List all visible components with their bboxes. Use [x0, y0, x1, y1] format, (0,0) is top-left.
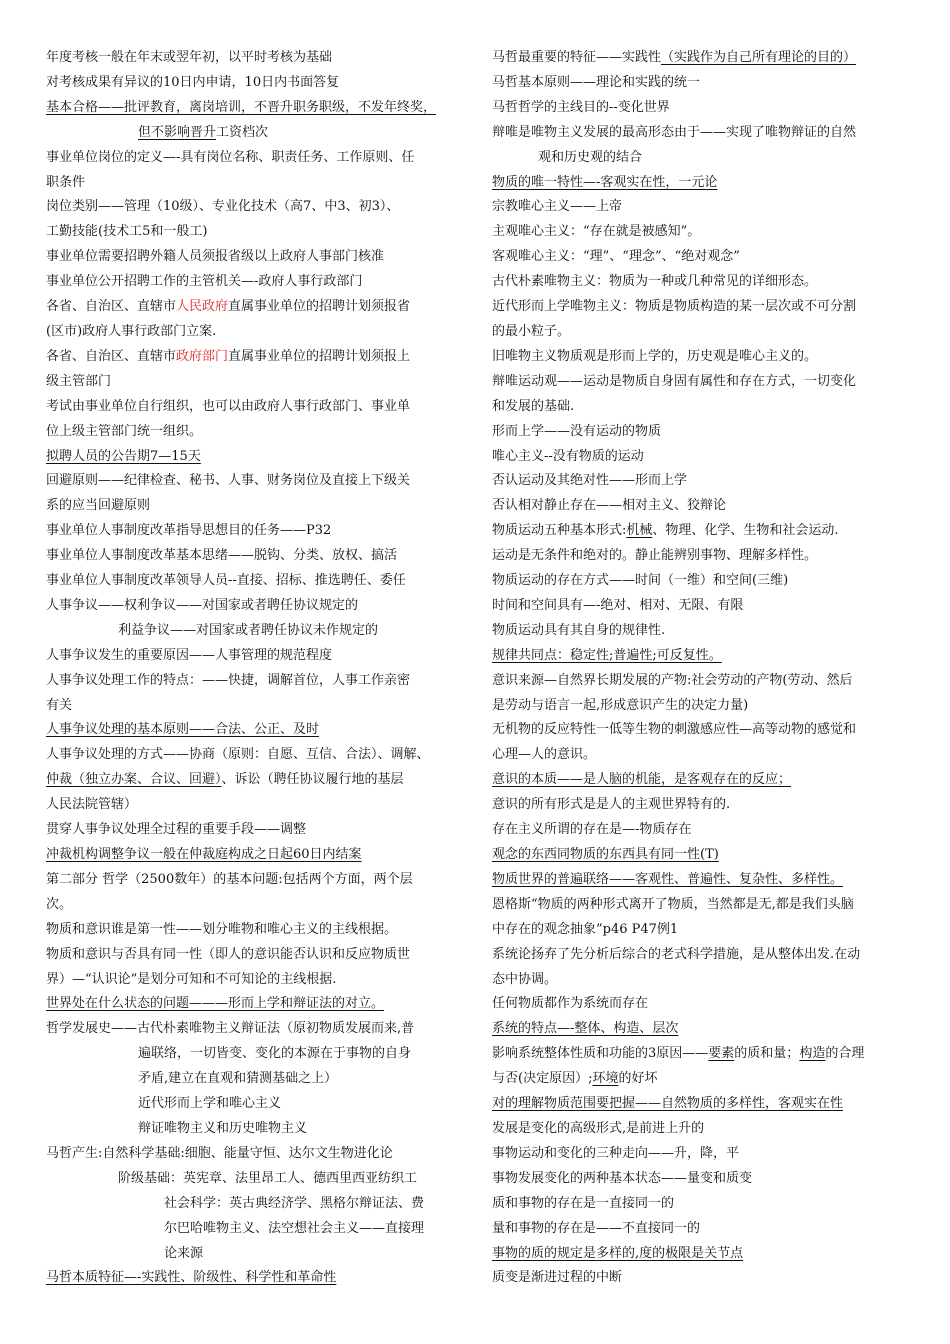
text-segment: 意识的本质——是人脑的机能，是客观存在的反应；	[492, 772, 792, 788]
text-segment: 物质运动的存在方式——时间（一维）和空间(三维)	[492, 573, 789, 589]
text-line	[492, 195, 906, 220]
text-segment: 事业单位人事制度改革指导思想目的任务——P32	[46, 523, 332, 539]
text-segment: 马哲本质特征—-实践性、阶级性、科学性和革命性	[46, 1270, 337, 1286]
text-segment: 、物理、化学、生物和社会运动.	[652, 523, 839, 539]
text-line	[492, 1167, 906, 1192]
text-segment: 但不影响晋升	[138, 124, 217, 140]
text-line	[492, 1042, 906, 1067]
text-segment: 质和事物的存在是一直接同一的	[492, 1195, 675, 1211]
text-segment: 否认运动及其绝对性——形而上学	[492, 473, 688, 489]
text-segment: 人事争议发生的重要原因——人事管理的规范程度	[46, 647, 333, 663]
text-segment: 人事争议处理工作的特点：——快捷，调解首位，人事工作亲密	[46, 672, 411, 688]
text-segment: 古代朴素唯物主义：物质为一种或几种常见的详细形态。	[492, 274, 818, 290]
text-segment: 形而上学——没有运动的物质	[492, 423, 662, 439]
text-segment: 年度考核一般在年末或翌年初，以平时考核为基础	[46, 50, 333, 65]
text-segment: 人事争议处理的基本原则——合法、公正、及时	[46, 722, 320, 738]
text-line	[492, 171, 906, 196]
text-segment: 冲裁机构调整争议一般在仲裁庭构成之日起60日内结案	[46, 847, 362, 862]
text-line	[46, 694, 466, 719]
text-segment: 事物发展变化的两种基本状态——量变和质变	[492, 1170, 753, 1186]
text-line	[492, 370, 906, 395]
text-segment: 工资档次	[216, 124, 269, 140]
text-segment: 环境	[592, 1071, 619, 1087]
text-line	[492, 893, 906, 918]
text-segment: 和发展的基础.	[492, 398, 575, 414]
text-line	[492, 220, 906, 245]
text-line	[46, 843, 466, 868]
text-segment: 时间和空间具有—-绝对、相对、无限、有限	[492, 597, 744, 613]
text-segment: 影响系统整体性质和功能的3原因——	[492, 1046, 709, 1062]
text-line	[492, 918, 906, 943]
text-segment: 人民政府	[176, 299, 229, 315]
text-segment: 回避原则——纪律检查、秘书、人事、财务岗位及直接上下级关	[46, 473, 411, 489]
text-line	[492, 1142, 906, 1167]
text-segment: 规律共同点：稳定性;普遍性;可反复性。	[492, 647, 722, 663]
text-segment: 物质运动五种基本形式:	[492, 523, 627, 539]
text-line	[492, 469, 906, 494]
right-column	[492, 46, 906, 1291]
text-line	[492, 320, 906, 345]
text-line	[46, 345, 466, 370]
text-line	[492, 121, 906, 146]
text-line	[492, 1266, 906, 1291]
text-segment: 量和事物的存在是——不直接同一的	[492, 1220, 701, 1236]
text-line	[46, 519, 466, 544]
text-line	[46, 171, 466, 196]
left-column	[46, 46, 466, 1291]
text-line	[46, 868, 466, 893]
text-segment: （实践作为自己所有理论的目的）	[661, 50, 857, 65]
text-line	[492, 1092, 906, 1117]
text-segment: 与否(决定原因）;	[492, 1071, 593, 1087]
text-line	[46, 943, 466, 968]
text-segment: 辩证唯物主义和历史唯物主义	[138, 1120, 308, 1136]
text-line	[492, 146, 906, 171]
text-segment: 心理—人的意识。	[492, 747, 597, 763]
text-segment: 马哲基本原则——理论和实践的统一	[492, 74, 701, 90]
text-line	[46, 918, 466, 943]
text-line	[492, 1117, 906, 1142]
text-segment: 矛盾,建立在直观和猜测基础之上）	[138, 1071, 338, 1087]
text-segment: 利益争议——对国家或者聘任协议未作规定的	[118, 622, 379, 638]
text-line	[46, 1192, 466, 1217]
text-segment: 事业单位需要招聘外籍人员须报省级以上政府人事部门核准	[46, 249, 385, 265]
text-segment: 构造	[799, 1046, 826, 1062]
text-line	[492, 519, 906, 544]
text-line	[46, 1242, 466, 1267]
text-line	[492, 1017, 906, 1042]
text-segment: 观和历史观的结合	[538, 149, 643, 165]
text-segment: 要素	[708, 1046, 735, 1062]
text-segment: 的好坏	[618, 1071, 658, 1087]
text-segment: 第二部分 哲学（2500数年）的基本问题:包括两个方面，两个层	[46, 871, 413, 887]
text-segment: 系统的特点—-整体、构造、层次	[492, 1021, 679, 1037]
text-segment: 拟聘人员的公告期7—15天	[46, 448, 201, 464]
text-line	[46, 1042, 466, 1067]
text-line	[492, 843, 906, 868]
text-segment: 基本合格——批评教育，离岗培训，不晋升职务职级，不发年终奖，	[46, 99, 437, 115]
text-line	[46, 968, 466, 993]
text-segment: 态中协调。	[492, 971, 558, 987]
text-segment: 质变是渐进过程的中断	[492, 1270, 623, 1286]
text-line	[492, 669, 906, 694]
text-line	[46, 893, 466, 918]
text-line	[46, 619, 466, 644]
text-line	[46, 669, 466, 694]
text-line	[46, 1117, 466, 1142]
text-segment: 恩格斯“物质的两种形式离开了物质，当然都是无,都是我们头脑	[492, 896, 854, 912]
text-segment: (区市)政府人事行政部门立案.	[46, 323, 217, 339]
text-segment: 工勤技能(技术工5和一般工)	[46, 224, 208, 240]
text-line	[46, 1167, 466, 1192]
text-line	[46, 1217, 466, 1242]
text-line	[46, 1266, 466, 1291]
text-line	[46, 96, 466, 121]
text-line	[46, 743, 466, 768]
text-line	[492, 644, 906, 669]
text-line	[46, 420, 466, 445]
text-line	[492, 569, 906, 594]
text-segment: 位上级主管部门统一组织。	[46, 423, 203, 439]
text-line	[492, 694, 906, 719]
text-line	[492, 718, 906, 743]
text-segment: 无机物的反应特性一低等生物的刺激感应性—高等动物的感觉和	[492, 722, 857, 738]
text-line	[46, 818, 466, 843]
text-line	[492, 420, 906, 445]
text-line	[46, 46, 466, 71]
text-segment: 有关	[46, 697, 73, 713]
text-segment: 的最小粒子。	[492, 323, 571, 339]
text-line	[46, 370, 466, 395]
text-segment: 社会科学：英古典经济学、黑格尔辩证法、费	[164, 1195, 425, 1211]
text-line	[46, 768, 466, 793]
text-line	[46, 71, 466, 96]
text-line	[46, 644, 466, 669]
text-line	[492, 494, 906, 519]
text-segment: 观念的东西同物质的东西具有同一性(T)	[492, 847, 719, 862]
text-line	[492, 46, 906, 71]
text-segment: 界）—“认识论”是划分可知和不可知论的主线根据.	[46, 971, 337, 987]
text-segment: 贯穿人事争议处理全过程的重要手段——调整	[46, 822, 307, 838]
text-segment: 物质运动具有其自身的规律性.	[492, 622, 666, 638]
text-line	[46, 594, 466, 619]
text-line	[492, 544, 906, 569]
text-segment: 次。	[46, 896, 73, 912]
text-segment: 客观唯心主义：“理”、“理念”、“绝对观念”	[492, 249, 740, 265]
text-line	[46, 469, 466, 494]
text-line	[46, 1142, 466, 1167]
text-line	[46, 992, 466, 1017]
text-line	[492, 245, 906, 270]
text-segment: 宗教唯心主义——上帝	[492, 199, 623, 215]
text-segment: 近代形而上学和唯心主义	[138, 1096, 282, 1112]
text-line	[492, 619, 906, 644]
text-segment: 遍联络，一切皆变、变化的本源在于事物的自身	[138, 1046, 412, 1062]
text-segment: 论来源	[164, 1245, 204, 1261]
text-segment: 岗位类别——管理（10级）、专业化技术（高7、中3、初3）、	[46, 199, 400, 215]
text-segment: 人事争议——权利争议——对国家或者聘任协议规定的	[46, 597, 359, 613]
text-segment: 存在主义所谓的存在是—-物质存在	[492, 822, 692, 838]
text-line	[46, 569, 466, 594]
text-segment: 唯心主义--没有物质的运动	[492, 448, 644, 464]
text-line	[492, 793, 906, 818]
text-segment: 意识的所有形式是是人的主观世界特有的.	[492, 797, 731, 813]
text-line	[492, 768, 906, 793]
text-line	[492, 1242, 906, 1267]
text-line	[46, 718, 466, 743]
text-segment: 发展是变化的高级形式,是前进上升的	[492, 1120, 705, 1136]
text-line	[46, 395, 466, 420]
text-line	[492, 968, 906, 993]
text-line	[46, 1092, 466, 1117]
text-line	[492, 96, 906, 121]
text-segment: 意识来源—自然界长期发展的产物:社会劳动的产物(劳动、然后	[492, 672, 853, 688]
text-line	[46, 320, 466, 345]
text-segment: 尔巴哈唯物主义、法空想社会主义——直接理	[164, 1220, 425, 1236]
text-line	[492, 1217, 906, 1242]
text-segment: 马哲最重要的特征——实践性	[492, 50, 662, 65]
text-segment: 是劳动与语言一起,形成意识产生的决定力量)	[492, 697, 749, 713]
text-line	[46, 494, 466, 519]
text-segment: 级主管部门	[46, 373, 112, 389]
text-segment: 人事争议处理的方式——协商（原则：自愿、互信、合法）、调解、	[46, 747, 430, 763]
text-line	[46, 1017, 466, 1042]
text-segment: 世界处在什么状态的问题———形而上学和辩证法的对立。	[46, 996, 385, 1012]
text-line	[46, 295, 466, 320]
text-segment: 中存在的观念抽象”p46 P47例1	[492, 921, 679, 937]
text-segment: 系的应当回避原则	[46, 498, 151, 514]
text-line	[492, 1067, 906, 1092]
text-segment: 对的理解物质范围要把握——自然物质的多样性，客观实在性	[492, 1096, 844, 1112]
text-line	[492, 992, 906, 1017]
text-line	[46, 270, 466, 295]
text-segment: 直属事业单位的招聘计划须报上	[228, 348, 411, 364]
text-segment: 运动是无条件和绝对的。静止能辨别事物、理解多样性。	[492, 548, 818, 564]
text-line	[492, 71, 906, 96]
text-line	[492, 743, 906, 768]
text-segment: 的质和量；	[734, 1046, 800, 1062]
text-segment: 事物的质的规定是多样的,度的极限是关节点	[492, 1245, 744, 1261]
text-segment: 事物运动和变化的三种走向——升，降，平	[492, 1145, 740, 1161]
text-segment: 辩唯是唯物主义发展的最高形态由于——实现了唯物辩证的自然	[492, 124, 857, 140]
text-line	[492, 270, 906, 295]
text-segment: 直属事业单位的招聘计划须报省	[228, 299, 411, 315]
text-line	[492, 395, 906, 420]
text-segment: 、诉讼（聘任协议履行地的基层	[221, 772, 404, 788]
text-segment: 任何物质都作为系统而存在	[492, 996, 649, 1012]
text-line	[492, 594, 906, 619]
text-line	[492, 1192, 906, 1217]
text-segment: 物质的唯一特性—-客观实在性，一元论	[492, 174, 718, 190]
text-line	[492, 868, 906, 893]
text-line	[46, 146, 466, 171]
text-segment: 仲裁（独立办案、合议、回避）	[46, 772, 222, 788]
text-segment: 的合理	[825, 1046, 865, 1062]
text-line	[46, 544, 466, 569]
text-line	[46, 121, 466, 146]
text-segment: 事业单位人事制度改革领导人员--直接、招标、推选聘任、委任	[46, 573, 406, 589]
text-segment: 事业单位岗位的定义—-具有岗位名称、职责任务、工作原则、任	[46, 149, 415, 165]
text-segment: 辩唯运动观——运动是物质自身固有属性和存在方式，一切变化	[492, 373, 857, 389]
text-segment: 哲学发展史——古代朴素唯物主义辩证法（原初物质发展而来,普	[46, 1021, 415, 1037]
text-segment: 马哲哲学的主线目的--变化世界	[492, 99, 670, 115]
text-segment: 机械	[626, 523, 653, 539]
text-segment: 物质和意识谁是第一性——划分唯物和唯心主义的主线根据。	[46, 921, 398, 937]
text-segment: 人民法院管辖）	[46, 797, 138, 813]
text-line	[492, 345, 906, 370]
text-segment: 职条件	[46, 174, 86, 190]
text-segment: 事业单位人事制度改革基本思绪——脱钩、分类、放权、搞活	[46, 548, 398, 564]
text-segment: 物质世界的普遍联络——客观性、普遍性、复杂性、多样性。	[492, 871, 844, 887]
text-line	[492, 943, 906, 968]
text-line	[46, 1067, 466, 1092]
text-segment: 系统论扬弃了先分析后综合的老式科学措施，是从整体出发.在动	[492, 946, 861, 962]
text-segment: 主观唯心主义：“存在就是被感知”。	[492, 224, 701, 240]
text-segment: 马哲产生:自然科学基础:细胞、能量守恒、达尔文生物进化论	[46, 1145, 393, 1161]
text-line	[492, 295, 906, 320]
text-segment: 考试由事业单位自行组织，也可以由政府人事行政部门、事业单	[46, 398, 411, 414]
text-line	[46, 245, 466, 270]
text-segment: 各省、自治区、直辖市	[46, 348, 177, 364]
text-line	[46, 445, 466, 470]
text-line	[492, 818, 906, 843]
text-line	[492, 445, 906, 470]
text-segment: 各省、自治区、直辖市	[46, 299, 177, 315]
text-segment: 对考核成果有异议的10日内申请，10日内书面答复	[46, 74, 340, 90]
text-segment: 物质和意识与否具有同一性（即人的意识能否认识和反应物质世	[46, 946, 411, 962]
text-segment: 旧唯物主义物质观是形而上学的，历史观是唯心主义的。	[492, 348, 818, 364]
text-segment: 近代形而上学唯物主义：物质是物质构造的某一层次或不可分割	[492, 299, 857, 315]
text-segment: 事业单位公开招聘工作的主管机关—-政府人事行政部门	[46, 274, 363, 290]
text-segment: 政府部门	[176, 348, 229, 364]
text-line	[46, 793, 466, 818]
text-line	[46, 220, 466, 245]
text-segment: 否认相对静止存在——相对主义、狡辩论	[492, 498, 727, 514]
text-line	[46, 195, 466, 220]
text-segment: 阶级基础：英宪章、法里昂工人、德西里西亚纺织工	[118, 1170, 418, 1186]
